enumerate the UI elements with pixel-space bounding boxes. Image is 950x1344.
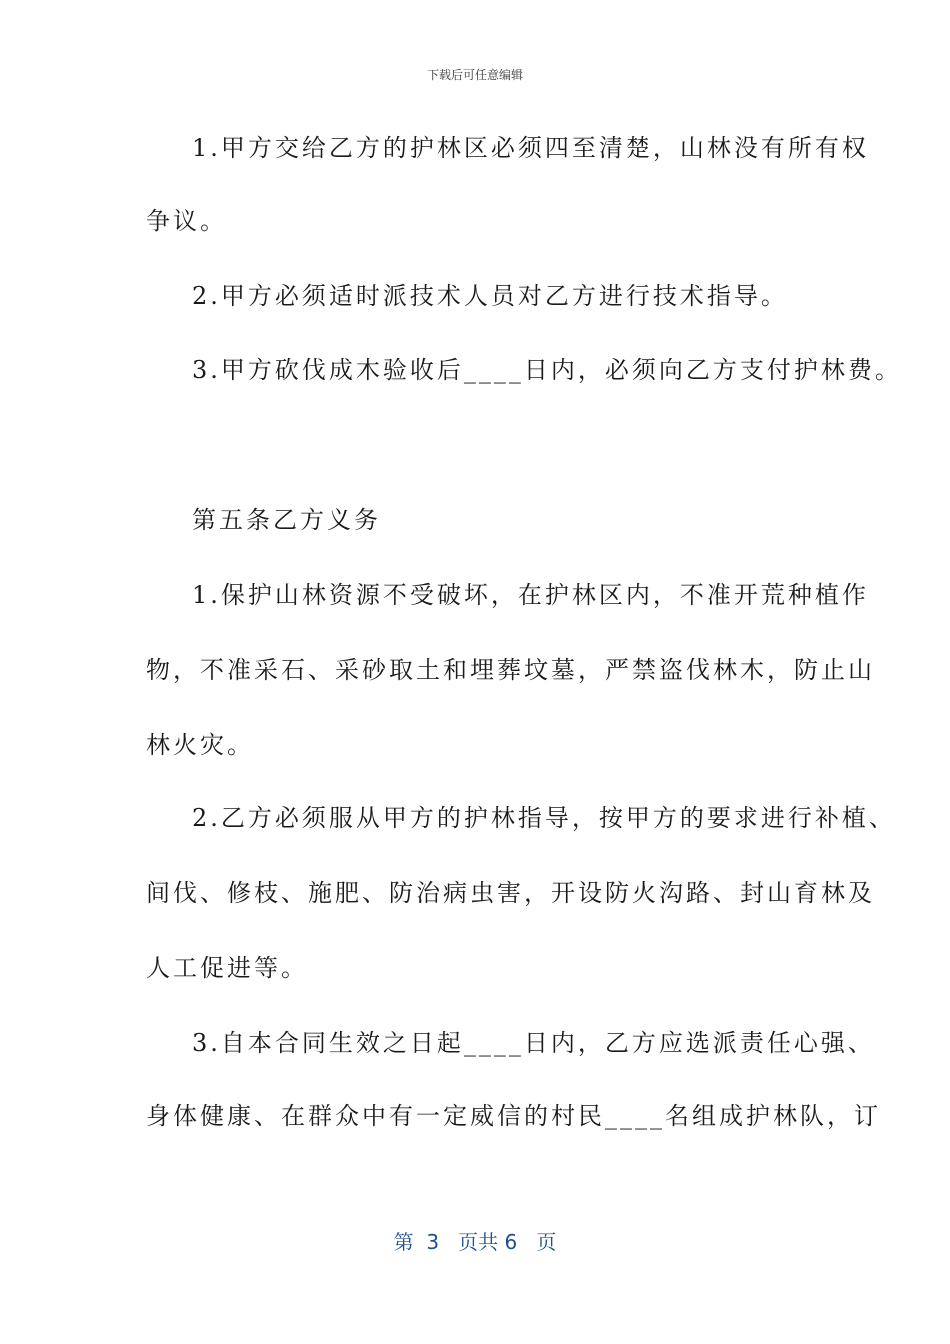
clause-5-item-1-line-2: 物，不准采石、采砂取土和埋葬坟墓，严禁盗伐林木，防止山: [146, 656, 875, 684]
clause-5-item-2-line-2: 间伐、修枝、施肥、防治病虫害，开设防火沟路、封山育林及: [146, 879, 875, 907]
clause-4-item-2: 2.甲方必须适时派技术人员对乙方进行技术指导。: [192, 282, 788, 310]
section-heading-clause-5: 第五条乙方义务: [192, 506, 381, 534]
clause-4-item-3: 3.甲方砍伐成木验收后____日内，必须向乙方支付护林费。: [192, 356, 902, 384]
header-note: 下载后可任意编辑: [426, 68, 523, 82]
page-number: 第 3 页共 6 页: [393, 1230, 557, 1254]
clause-5-item-3-line-2: 身体健康、在群众中有一定威信的村民____名组成护林队，订: [146, 1102, 881, 1130]
clause-5-item-2-line-1: 2.乙方必须服从甲方的护林指导，按甲方的要求进行补植、: [192, 804, 896, 832]
clause-5-item-1-line-3: 林火灾。: [146, 731, 254, 759]
clause-5-item-3-line-1: 3.自本合同生效之日起____日内，乙方应选派责任心强、: [192, 1029, 875, 1057]
clause-4-item-1-line-2: 争议。: [146, 207, 227, 235]
clause-5-item-2-line-3: 人工促进等。: [146, 954, 308, 982]
clause-5-item-1-line-1: 1.保护山林资源不受破坏，在护林区内，不准开荒种植作: [192, 581, 869, 609]
clause-4-item-1-line-1: 1.甲方交给乙方的护林区必须四至清楚，山林没有所有权: [192, 134, 869, 162]
